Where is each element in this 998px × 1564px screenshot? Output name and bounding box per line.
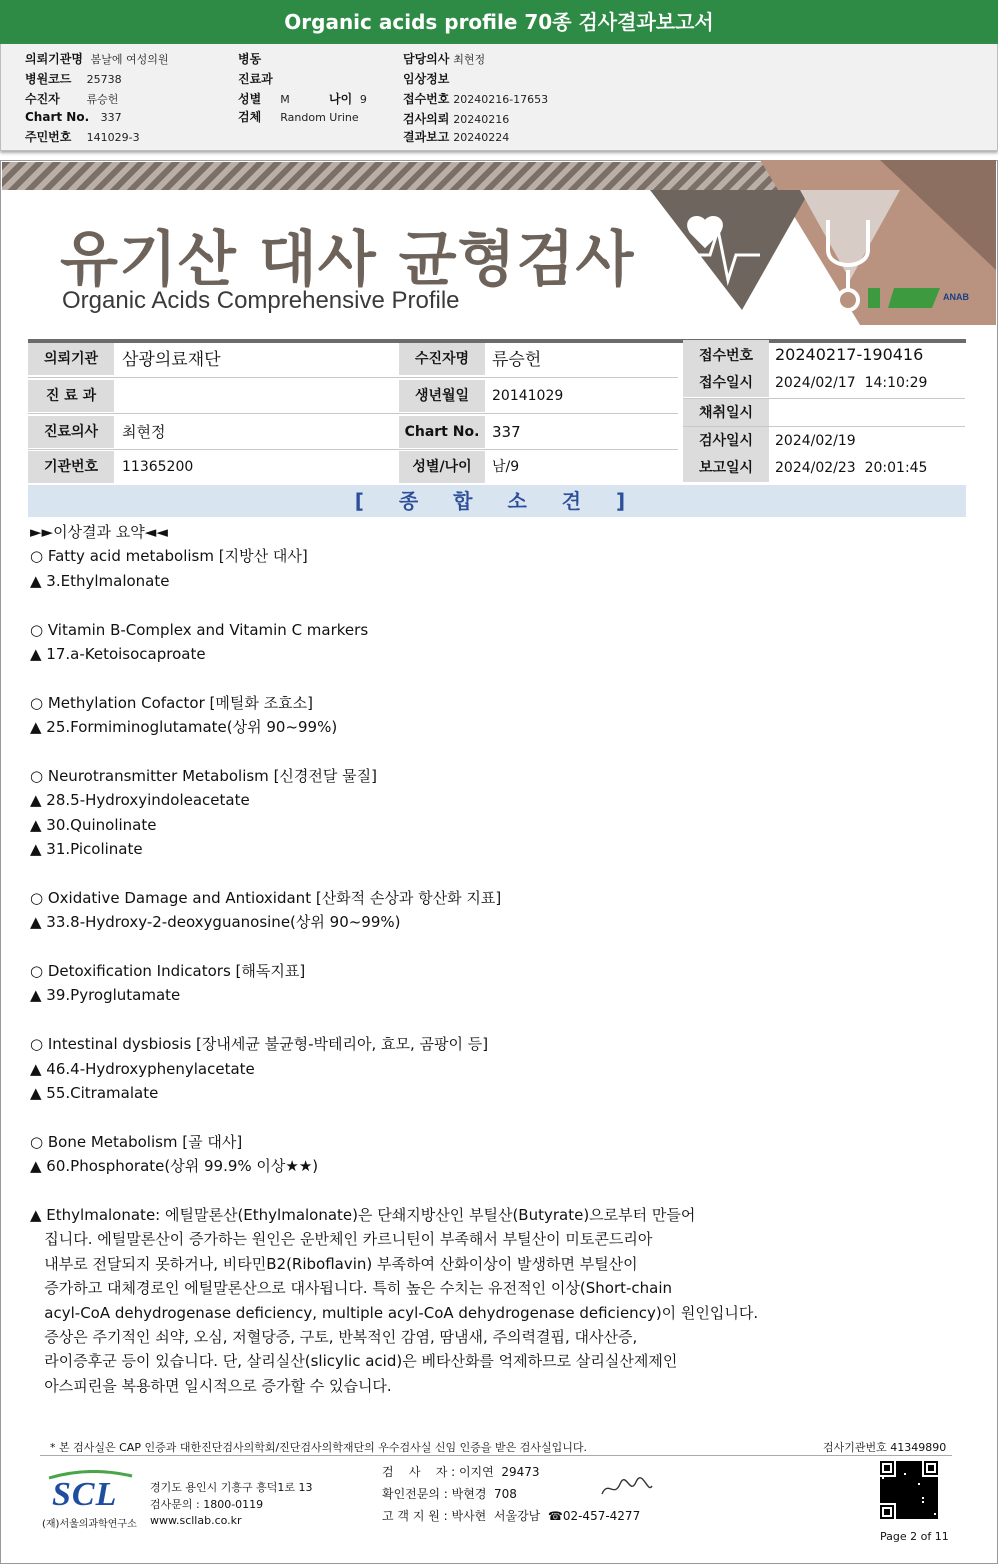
svg-text:ANAB: ANAB: [943, 292, 969, 302]
chart-no-field: Chart No. 337: [25, 110, 122, 124]
svg-text:CAP: CAP: [805, 287, 830, 301]
header-decoration: [650, 160, 996, 325]
report-date-label: 보고일시: [683, 454, 769, 482]
lab-inquiry: 검사문의 : 1800-0119: [150, 1498, 264, 1511]
summary-line: ▲ 25.Formiminoglutamate(상위 90~99%): [30, 718, 338, 737]
birth-value: 20141029: [492, 388, 564, 404]
summary-line: ○ Methylation Cofactor [메틸화 조효소]: [30, 693, 313, 712]
support-info: 고 객 지 원 : 박사현 서울강남 ☎02-457-4277: [382, 1509, 641, 1523]
patient-label: 수진자명: [399, 343, 485, 375]
top-info-panel: [0, 44, 998, 151]
receipt-no-value: 20240217-190416: [775, 345, 924, 364]
doctor-signature: [598, 1476, 654, 1502]
summary-line: 증상은 주기적인 쇠약, 오심, 저혈당증, 구토, 반복적인 감염, 땀냄새, 주의력결핍, 대사산증,: [30, 1327, 638, 1346]
row-divider: [683, 398, 965, 399]
summary-line: ▲ 33.8-Hydroxy-2-deoxyguanosine(상위 90~99%): [30, 913, 401, 932]
certification-note: * 본 검사실은 CAP 인증과 대한진단검사의학회/진단검사의학재단의 우수검사실 신임 인증을 받은 검사실입니다.: [50, 1441, 588, 1454]
department-field: 진료과: [238, 72, 273, 86]
doctor-field: 담당의사 최현정: [403, 52, 486, 66]
summary-line: 내부로 전달되지 못하거나, 비타민B2(Riboflavin) 부족하여 산화이상이 발생하면 부틸산이: [30, 1254, 638, 1273]
summary-line: ▲ Ethylmalonate: 에틸말론산(Ethylmalonate)은 단쇄지방산인 부틸산(Butyrate)으로부터 만들어: [30, 1205, 696, 1224]
report-title-english: Organic Acids Comprehensive Profile: [62, 287, 460, 314]
summary-line: ▲ 30.Quinolinate: [30, 815, 157, 834]
chart-no-label: Chart No.: [399, 416, 485, 448]
summary-line: [30, 935, 960, 959]
institution-number: 검사기관번호 41349890: [823, 1441, 947, 1454]
chart-no-value: 337: [492, 423, 521, 441]
ward-field: 병동: [238, 52, 262, 66]
request-date-field: 검사의뢰 20240216: [403, 112, 510, 126]
organization-name: (재)서울의과학연구소: [42, 1519, 137, 1530]
report-date-value: 2024/02/23 20:01:45: [775, 460, 928, 476]
department-label: 진 료 과: [28, 380, 114, 412]
summary-line: [30, 593, 960, 617]
hospital-field: 의뢰기관명 봄날에 여성의원: [25, 52, 169, 66]
sex-field: 성별 M: [238, 92, 290, 106]
summary-line: acyl-CoA dehydrogenase deficiency, multiple acyl-CoA dehydrogenase deficiency)이 원인입니다.: [30, 1303, 759, 1322]
summary-line: ▲ 31.Picolinate: [30, 840, 143, 859]
summary-line: ▲ 46.4-Hydroxyphenylacetate: [30, 1059, 255, 1078]
confirmer-info: 확인전문의 : 박현경 708: [382, 1487, 517, 1501]
patient-field: 수진자 류승헌: [25, 92, 119, 106]
birth-label: 생년월일: [399, 380, 485, 412]
summary-line: ►►이상결과 요약◄◄: [30, 523, 168, 541]
summary-line: ▲ 17.a-Ketoisocaproate: [30, 644, 206, 663]
summary-findings: [30, 520, 960, 1398]
institution-label: 의뢰기관: [28, 343, 114, 375]
doctor-value: 최현정: [122, 423, 166, 441]
summary-line: [30, 861, 960, 885]
summary-line: ▲ 60.Phosphorate(상위 99.9% 이상★★): [30, 1157, 319, 1176]
summary-line: 증가하고 대체경로인 에틸말론산으로 대사됩니다. 특히 높은 수치는 유전적인 이상(Short-chain: [30, 1279, 673, 1298]
report-banner-title: Organic acids profile 70종 검사결과보고서: [0, 0, 998, 44]
institution-value: 삼광의료재단: [122, 350, 221, 370]
row-divider: [683, 426, 965, 427]
scl-logo: SCL: [52, 1476, 118, 1513]
summary-line: ▲ 39.Pyroglutamate: [30, 986, 181, 1005]
test-date-value: 2024/02/19: [775, 433, 856, 449]
footer-divider: [40, 1455, 952, 1456]
row-divider: [28, 413, 678, 414]
summary-line: [30, 1008, 960, 1032]
report-date-field: 결과보고 20240224: [403, 130, 510, 144]
resident-no-field: 주민번호 141029-3: [25, 130, 140, 144]
summary-line: ○ Intestinal dysbiosis [장내세균 불균형-박테리아, 효모, 곰팡이 등]: [30, 1035, 489, 1054]
hospital-code-field: 병원코드 25738: [25, 72, 122, 86]
summary-line: [30, 666, 960, 690]
qr-code-icon: [880, 1461, 938, 1519]
report-title-korean: 유기산 대사 균형검사: [60, 225, 635, 295]
summary-line: ▲ 3.Ethylmalonate: [30, 571, 170, 590]
tester-info: 검 사 자 : 이지연 29473: [382, 1465, 540, 1479]
summary-line: 아스피린을 복용하면 일시적으로 증가할 수 있습니다.: [30, 1376, 392, 1395]
summary-line: ○ Fatty acid metabolism [지방산 대사]: [30, 547, 308, 566]
receipt-date-label: 접수일시: [683, 369, 769, 397]
receipt-date-value: 2024/02/17 14:10:29: [775, 375, 928, 391]
receipt-no-field: 접수번호 20240216-17653: [403, 92, 549, 106]
summary-line: [30, 1105, 960, 1129]
summary-line: 라이증후군 등이 있습니다. 단, 살리실산(slicylic acid)은 베타산화를 억제하므로 살리실산제제인: [30, 1352, 678, 1371]
page-number: Page 2 of 11: [880, 1530, 949, 1543]
doctor-label: 진료의사: [28, 416, 114, 448]
collect-date-label: 채취일시: [683, 399, 769, 427]
inst-no-label: 기관번호: [28, 451, 114, 483]
summary-line: ○ Vitamin B-Complex and Vitamin C markers: [30, 620, 369, 639]
lab-website[interactable]: www.scllab.co.kr: [150, 1514, 242, 1527]
summary-line: ○ Neurotransmitter Metabolism [신경전달 물질]: [30, 766, 377, 785]
summary-line: ▲ 28.5-Hydroxyindoleacetate: [30, 791, 250, 810]
receipt-no-label: 접수번호: [683, 340, 769, 372]
summary-line: ○ Detoxification Indicators [해독지표]: [30, 962, 306, 981]
summary-line: [30, 740, 960, 764]
specimen-field: 검체 Random Urine: [238, 110, 359, 124]
inst-no-value: 11365200: [122, 459, 194, 475]
summary-line: ○ Oxidative Damage and Antioxidant [산화적 손상과 항산화 지표]: [30, 888, 502, 907]
sex-age-value: 남/9: [492, 459, 520, 475]
summary-line: 집니다. 에틸말론산이 증가하는 원인은 운반체인 카르니틴이 부족해서 부틸산이 미토콘드리아: [30, 1230, 653, 1249]
row-divider: [28, 377, 678, 378]
clinical-info-field: 임상정보: [403, 72, 450, 86]
summary-line: [30, 1179, 960, 1203]
sex-age-label: 성별/나이: [399, 451, 485, 483]
test-date-label: 검사일시: [683, 427, 769, 455]
age-field: 나이 9: [329, 92, 367, 106]
summary-section-title: [ 종 합 소 견 ]: [28, 485, 966, 517]
patient-value: 류승헌: [492, 350, 542, 370]
summary-line: ○ Bone Metabolism [골 대사]: [30, 1132, 243, 1151]
summary-line: ▲ 55.Citramalate: [30, 1083, 159, 1102]
lab-address: 경기도 용인시 기흥구 흥덕1로 13: [150, 1481, 313, 1494]
row-divider: [28, 449, 678, 450]
